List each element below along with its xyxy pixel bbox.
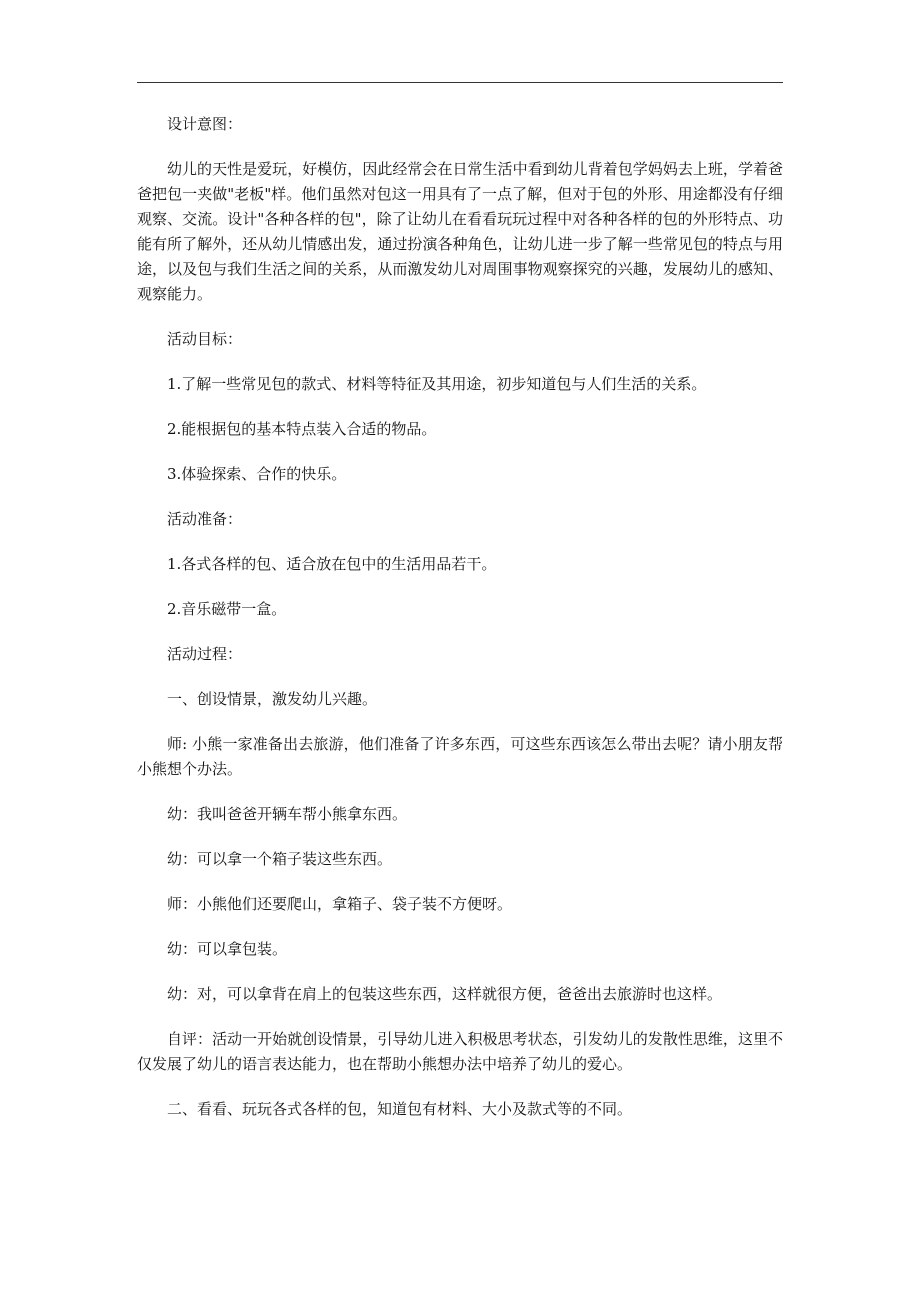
process-step-2: 二、看看、玩玩各式各样的包，知道包有材料、大小及款式等的不同。 [167, 1100, 633, 1118]
dialogue-child-2: 幼：可以拿一个箱子装这些东西。 [167, 850, 393, 868]
dialogue-teacher-2: 师：小熊他们还要爬山，拿箱子、袋子装不方便呀。 [167, 895, 513, 913]
process-step-1: 一、创设情景，激发幼儿兴趣。 [167, 690, 378, 708]
section-heading-goals: 活动目标： [167, 330, 243, 348]
section-heading-design-intent: 设计意图： [167, 115, 243, 133]
dialogue-child-4: 幼：对，可以拿背在肩上的包装这些东西，这样就很方便，爸爸出去旅游时也这样。 [167, 985, 723, 1003]
document-body [137, 112, 783, 1142]
goal-item-1: 1.了解一些常见包的款式、材料等特征及其用途，初步知道包与人们生活的关系。 [167, 375, 707, 393]
dialogue-child-1: 幼：我叫爸爸开辆车帮小熊拿东西。 [167, 805, 408, 823]
header-rule [137, 82, 783, 83]
dialogue-child-3: 幼：可以拿包装。 [167, 940, 288, 958]
goal-item-2: 2.能根据包的基本特点装入合适的物品。 [167, 420, 437, 438]
dialogue-teacher-1: 师: 小熊一家准备出去旅游，他们准备了许多东西，可这些东西该怎么带出去呢？请小朋友帮小熊想个办法。 [137, 735, 783, 778]
section-heading-preparation: 活动准备： [167, 510, 243, 528]
preparation-item-2: 2.音乐磁带一盒。 [167, 600, 287, 618]
self-evaluation: 自评：活动一开始就创设情景，引导幼儿进入积极思考状态，引发幼儿的发散性思维，这里不仅发展了幼儿的语言表达能力，也在帮助小熊想办法中培养了幼儿的爱心。 [137, 1030, 783, 1073]
paragraph-design-intent: 幼儿的天性是爱玩，好模仿，因此经常会在日常生活中看到幼儿背着包学妈妈去上班，学着爸爸把包一夹做"老板"样。他们虽然对包这一用具有了一点了解，但对于包的外形、用途都没有仔细观察、交流。设计"各种各样的包"，除了让幼儿在看看玩玩过程中对各种各样的包的外形特点、功能有所了解外，还从幼儿情感出发，通过扮演各种角色，让幼儿进一步了解一些常见包的特点与用途，以及包与我们生活之间的关系，从而激发幼儿对周围事物观察探究的兴趣，发展幼儿的感知、观察能力。 [137, 160, 783, 303]
section-heading-process: 活动过程： [167, 645, 243, 663]
goal-item-3: 3.体验探索、合作的快乐。 [167, 465, 347, 483]
preparation-item-1: 1.各式各样的包、适合放在包中的生活用品若干。 [167, 555, 497, 573]
